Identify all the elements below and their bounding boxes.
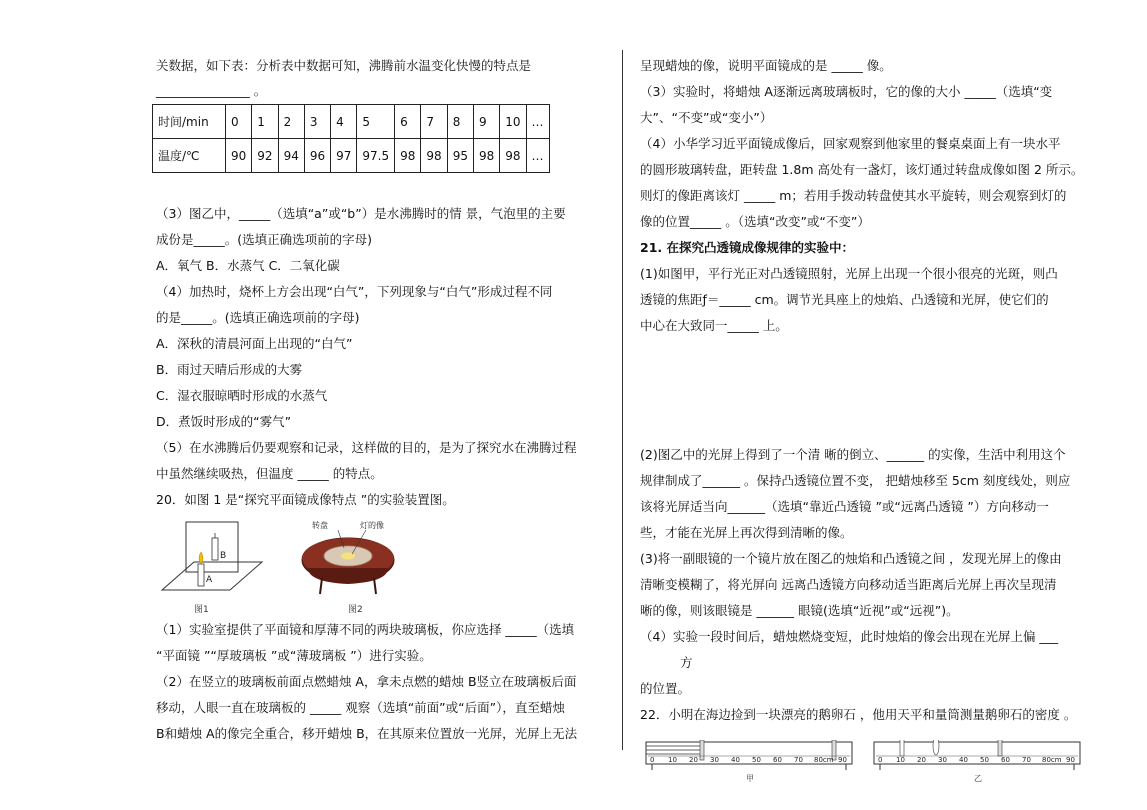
question-20-4: （4）小华学习近平面镜成像后，回家观察到他家里的餐桌桌面上有一块水平 [640,136,1061,151]
question-19-4-cont: 的是_____。(选填正确选项前的字母) [156,310,360,325]
figure-1-caption: 图1 [194,605,209,615]
question-21-2-cont2: 该将光屏适当向______（选填“靠近凸透镜 ”或“远离凸透镜 ”）方向移动一 [640,499,1049,514]
figure-2-caption: 图2 [348,605,363,615]
figure-2-turntable [298,516,398,615]
question-19-text: 关数据，如下表：分析表中数据可知，沸腾前水温变化快慢的特点是 [156,58,532,73]
table-cell: 2 [278,105,304,139]
question-21-4-direction: 方 [680,655,693,670]
figure-1-mirror-setup [158,518,268,615]
table-cell: 98 [395,139,421,173]
bench-jia-diagram [642,740,858,784]
table-cell: 6 [395,105,421,139]
optical-bench-yi [870,740,1086,787]
table-cell: 温度/℃ [153,139,226,173]
table-cell: 96 [304,139,330,173]
table-cell: 98 [421,139,447,173]
question-20-title: 20．如图 1 是“探究平面镜成像特点 ”的实验装置图。 [156,492,455,507]
scale-label: 0 [650,756,655,764]
question-20-3-cont: 大”、“不变”或“变小”） [640,110,773,125]
scale-label: 70 [1022,756,1031,764]
table-cell: 5 [357,105,395,139]
question-21-3-cont: 清晰变模糊了，将光屏向 远离凸透镜方向移动适当距离后光屏上再次呈现清 [640,577,1057,592]
question-20-2-cont2: B和蜡烛 A的像完全重合，移开蜡烛 B，在其原来位置放一光屏，光屏上无法 [156,726,578,741]
question-20-2-cont: 移动，人眼一直在玻璃板的 _____ 观察（选填“前面”或“后面”），直至蜡烛 [156,700,565,715]
answer-blank-line: _______________ 。 [156,83,267,98]
option-c: C．湿衣服晾晒时形成的水蒸气 [156,388,328,403]
question-21-1: (1)如图甲，平行光正对凸透镜照射，光屏上出现一个很小很亮的光斑，则凸 [640,266,1058,281]
option-b: B．雨过天晴后形成的大雾 [156,362,303,377]
scale-label: 80cm [1042,756,1062,764]
option-a: A．深秋的清晨河面上出现的“白气” [156,336,353,351]
table-cell: 8 [447,105,473,139]
table-cell: 98 [473,139,499,173]
question-19-3-cont: 成份是_____。(选填正确选项前的字母) [156,232,373,247]
scale-label: 40 [959,756,968,764]
table-cell: 7 [421,105,447,139]
bench-yi-caption: 乙 [974,774,982,783]
column-divider [622,50,623,750]
scale-label: 50 [980,756,989,764]
table-cell: 94 [278,139,304,173]
table-cell: 时间/min [153,105,226,139]
candle-b-label: B [220,551,227,561]
table-cell: 95 [447,139,473,173]
question-21-2-cont: 规律制成了______ 。保持凸透镜位置不变， 把蜡烛移至 5cm 刻度线处，则应 [640,473,1071,488]
table-cell: 10 [500,105,526,139]
question-21-2: (2)图乙中的光屏上得到了一个清 晰的倒立、______ 的实像，生活中利用这个 [640,447,1066,462]
table-cell: 97 [331,139,357,173]
question-19-5-cont: 中虽然继续吸热，但温度 _____ 的特点。 [156,466,383,481]
table-cell: … [526,105,549,139]
question-20-1-cont: “平面镜 ”“厚玻璃板 ”或“薄玻璃板 ”）进行实验。 [156,648,432,663]
bench-jia-caption: 甲 [746,774,754,783]
scale-label: 90 [1066,756,1075,764]
question-20-1: （1）实验室提供了平面镜和厚薄不同的两块玻璃板，你应选择 _____（选填 [156,622,575,637]
table-cell: 1 [252,105,278,139]
question-21-title: 21. 在探究凸透镜成像规律的实验中： [640,240,854,255]
scale-label: 40 [731,756,740,764]
scale-label: 90 [838,756,847,764]
candle-a-label: A [206,575,213,585]
table-cell: 92 [252,139,278,173]
option-d: D．煮饭时形成的“雾气” [156,414,292,429]
question-21-1-cont: 透镜的焦距ƒ＝_____ cm。调节光具座上的烛焰、凸透镜和光屏，使它们的 [640,292,1049,307]
question-19-5: （5）在水沸腾后仍要观察和记录，这样做的目的，是为了探究水在沸腾过程 [156,440,577,455]
table-cell: … [526,139,549,173]
question-21-2-cont3: 些，才能在光屏上再次得到清晰的像。 [640,525,853,540]
scale-label: 10 [668,756,677,764]
question-19-4: （4）加热时，烧杯上方会出现“白气”，下列现象与“白气”形成过程不同 [156,284,553,299]
mirror-diagram [158,518,268,598]
question-20-4-cont2: 则灯的像距离该灯 _____ m；若用手拨动转盘使其水平旋转，则会观察到灯的 [640,188,1067,203]
scale-label: 0 [878,756,883,764]
table-row [153,105,550,139]
question-21-1-cont2: 中心在大致同一_____ 上。 [640,318,788,333]
table-row [153,139,550,173]
table-cell: 98 [500,139,526,173]
question-21-3-cont2: 晰的像，则该眼镜是 ______ 眼镜(选填“近视”或“远视”)。 [640,603,959,618]
scale-label: 20 [917,756,926,764]
table-cell: 3 [304,105,330,139]
turntable-label: 转盘 [312,521,328,530]
question-20-3: （3）实验时，将蜡烛 A逐渐远离玻璃板时，它的像的大小 _____（选填“变 [640,84,1053,99]
question-20-2: （2）在竖立的玻璃板前面点燃蜡烛 A，拿未点燃的蜡烛 B竖立在玻璃板后面 [156,674,577,689]
scale-label: 70 [794,756,803,764]
scale-label: 20 [689,756,698,764]
table-cell: 4 [331,105,357,139]
table-cell: 0 [226,105,252,139]
question-21-4: （4）实验一段时间后，蜡烛燃烧变短，此时烛焰的像会出现在光屏上偏 ___ [640,629,1059,644]
question-21-4-cont: 的位置。 [640,681,691,696]
turntable-diagram [298,516,398,596]
scale-label: 80cm [814,756,834,764]
lamp-image-label: 灯的像 [360,521,384,530]
scale-label: 30 [938,756,947,764]
question-20-4-cont: 的圆形玻璃转盘，距转盘 1.8m 高处有一盏灯，该灯通过转盘成像如图 2 所示。 [640,162,1084,177]
scale-label: 50 [752,756,761,764]
question-20-2-end: 呈现蜡烛的像，说明平面镜成的是 _____ 像。 [640,58,892,73]
bench-yi-diagram [870,740,1086,784]
table-cell: 97.5 [357,139,395,173]
temperature-table [152,104,550,173]
scale-label: 60 [773,756,782,764]
table-cell: 90 [226,139,252,173]
question-19-3-options: A．氧气 B．水蒸气 C．二氧化碳 [156,258,340,273]
question-19-3: （3）图乙中，_____（选填“a”或“b”）是水沸腾时的情 景，气泡里的主要 [156,206,566,221]
table-cell: 9 [473,105,499,139]
question-20-4-cont3: 像的位置_____ 。（选填“改变”或“不变”） [640,214,870,229]
question-22-title: 22．小明在海边捡到一块漂亮的鹅卵石 ，他用天平和量筒测量鹅卵石的密度 。 [640,707,1077,722]
scale-label: 60 [1001,756,1010,764]
scale-label: 30 [710,756,719,764]
question-21-3: (3)将一副眼镜的一个镜片放在图乙的烛焰和凸透镜之间 ，发现光屏上的像由 [640,551,1062,566]
scale-label: 10 [896,756,905,764]
optical-bench-jia [642,740,858,787]
